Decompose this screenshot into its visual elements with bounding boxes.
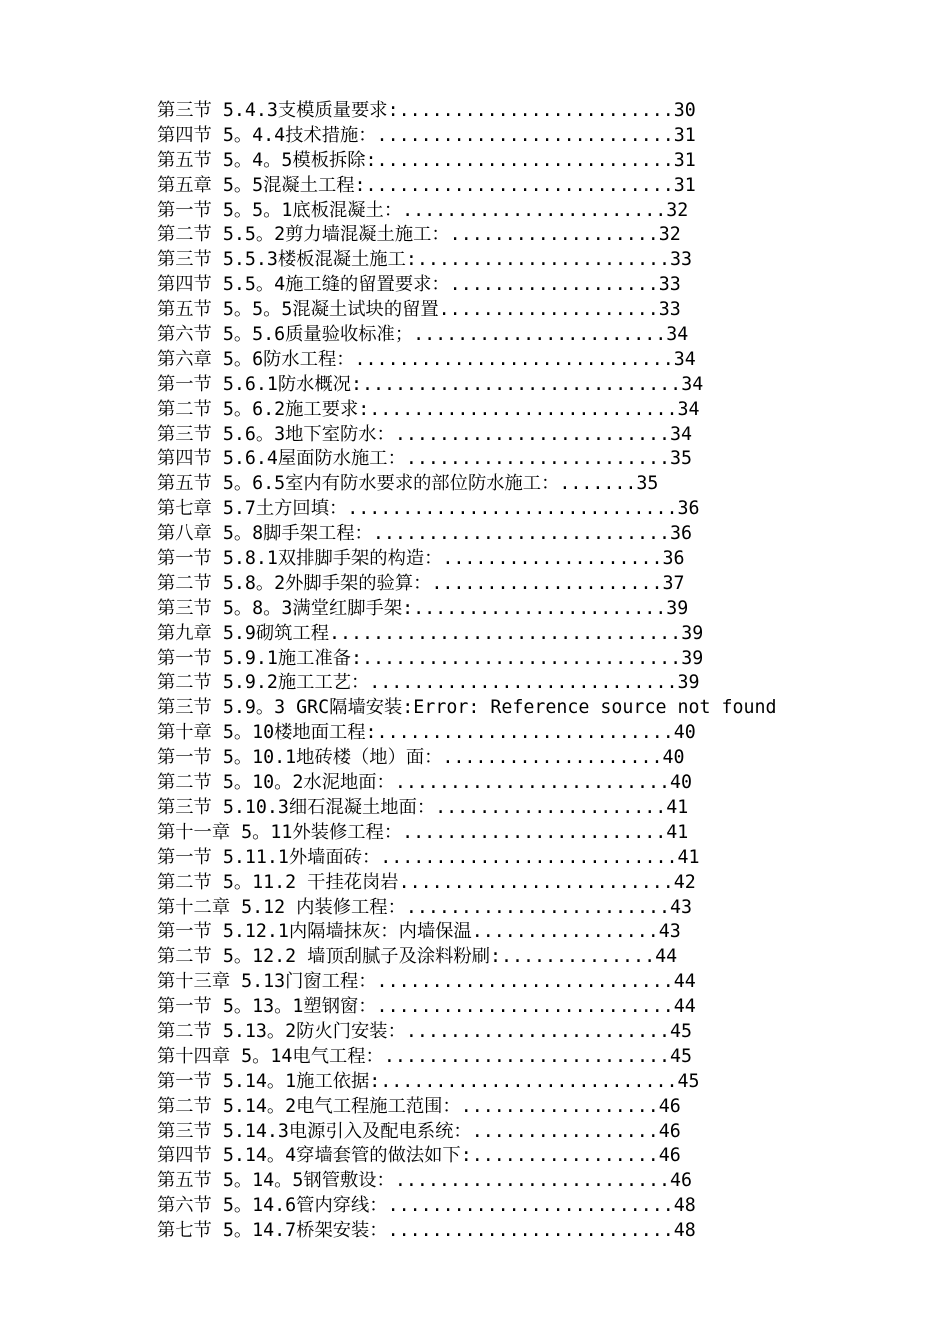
table-of-contents [157,99,837,1244]
toc-entry[interactable]: 第四节 5.5。4施工缝的留置要求：...................33 [157,274,681,296]
toc-entry[interactable]: 第四节 5.6.4屋面防水施工：........................35 [157,448,693,470]
toc-entry[interactable]: 第一节 5。10.1地砖楼（地）面：....................40 [157,747,685,769]
toc-entry[interactable]: 第二节 5.13。2防火门安装：........................45 [157,1020,693,1042]
toc-entry[interactable]: 第六节 5。5.6质量验收标准；.......................34 [157,324,689,346]
toc-entry[interactable]: 第二节 5.5。2剪力墙混凝土施工：...................32 [157,224,681,246]
toc-entry[interactable]: 第十一章 5。11外装修工程：........................41 [157,821,689,843]
toc-entry[interactable]: 第五节 5。4。5模板拆除:...........................31 [157,149,696,171]
toc-entry[interactable]: 第七章 5.7土方回填：..............................36 [157,498,700,520]
toc-entry[interactable]: 第一节 5。13。1塑钢窗：...........................44 [157,996,696,1018]
toc-entry[interactable]: 第一节 5。5。1底板混凝土：........................32 [157,199,689,221]
toc-entry[interactable]: 第五节 5。6.5室内有防水要求的部位防水施工：.......35 [157,473,659,495]
toc-entry[interactable]: 第九章 5.9砌筑工程................................39 [157,622,704,644]
toc-entry[interactable]: 第八章 5。8脚手架工程：...........................36 [157,523,693,545]
toc-entry[interactable]: 第三节 5.14.3电源引入及配电系统：.................46 [157,1120,681,1142]
toc-entry[interactable]: 第五节 5。14。5钢管敷设：.........................46 [157,1170,693,1192]
toc-entry[interactable]: 第六章 5。6防水工程：.............................34 [157,348,696,370]
toc-entry[interactable]: 第二节 5。12.2 墙顶刮腻子及涂料粉刷:..............44 [157,946,678,968]
toc-entry[interactable]: 第一节 5.12.1内隔墙抹灰：内墙保温.................43 [157,921,681,943]
toc-entry[interactable]: 第二节 5。11.2 干挂花岗岩.........................42 [157,871,696,893]
toc-entry[interactable]: 第十四章 5。14电气工程：..........................45 [157,1045,693,1067]
toc-entry[interactable]: 第十章 5。10楼地面工程:...........................40 [157,722,696,744]
toc-entry[interactable]: 第一节 5.11.1外墙面砖：...........................41 [157,846,700,868]
toc-entry[interactable]: 第二节 5.14。2电气工程施工范围：..................46 [157,1095,681,1117]
toc-entry[interactable]: 第二节 5。10。2水泥地面：.........................40 [157,772,693,794]
toc-entry[interactable]: 第二节 5。6.2施工要求:............................34 [157,398,700,420]
toc-entry[interactable]: 第三节 5.10.3细石混凝土地面：.....................41 [157,796,689,818]
toc-entry[interactable]: 第三节 5.4.3支模质量要求:.........................30 [157,100,696,121]
toc-entry[interactable]: 第三节 5.6。3地下室防水：.........................34 [157,423,693,445]
toc-entry[interactable]: 第十二章 5.12 内装修工程：........................43 [157,896,693,918]
toc-entry[interactable]: 第二节 5.9.2施工工艺：............................39 [157,672,700,694]
toc-entry-broken-reference[interactable]: 第三节 5.9。3 GRC隔墙安装:Error: Reference source not found [157,697,777,719]
toc-entry[interactable]: 第四节 5.14。4穿墙套管的做法如下:.................46 [157,1145,681,1167]
toc-entry[interactable]: 第六节 5。14.6管内穿线：..........................48 [157,1195,696,1217]
toc-entry[interactable]: 第五章 5。5混凝土工程:............................31 [157,174,696,196]
toc-entry[interactable]: 第一节 5.14。1施工依据:...........................45 [157,1070,700,1092]
toc-entry[interactable]: 第一节 5.8.1双排脚手架的构造：....................36 [157,548,685,570]
toc-entry[interactable]: 第五节 5。5。5混凝土试块的留置....................33 [157,299,681,321]
toc-entry[interactable]: 第四节 5。4.4技术措施：...........................31 [157,124,696,146]
toc-entry[interactable]: 第一节 5.9.1施工准备:.............................39 [157,647,704,669]
toc-entry[interactable]: 第七节 5。14.7桥架安装：..........................48 [157,1220,696,1242]
toc-entry[interactable]: 第二节 5.8。2外脚手架的验算：.....................37 [157,572,685,594]
toc-entry[interactable]: 第一节 5.6.1防水概况:.............................34 [157,373,704,395]
toc-entry[interactable]: 第三节 5。8。3满堂红脚手架:.......................39 [157,597,689,619]
toc-entry[interactable]: 第十三章 5.13门窗工程：...........................44 [157,971,696,993]
toc-entry[interactable]: 第三节 5.5.3楼板混凝土施工:.......................33 [157,249,693,271]
